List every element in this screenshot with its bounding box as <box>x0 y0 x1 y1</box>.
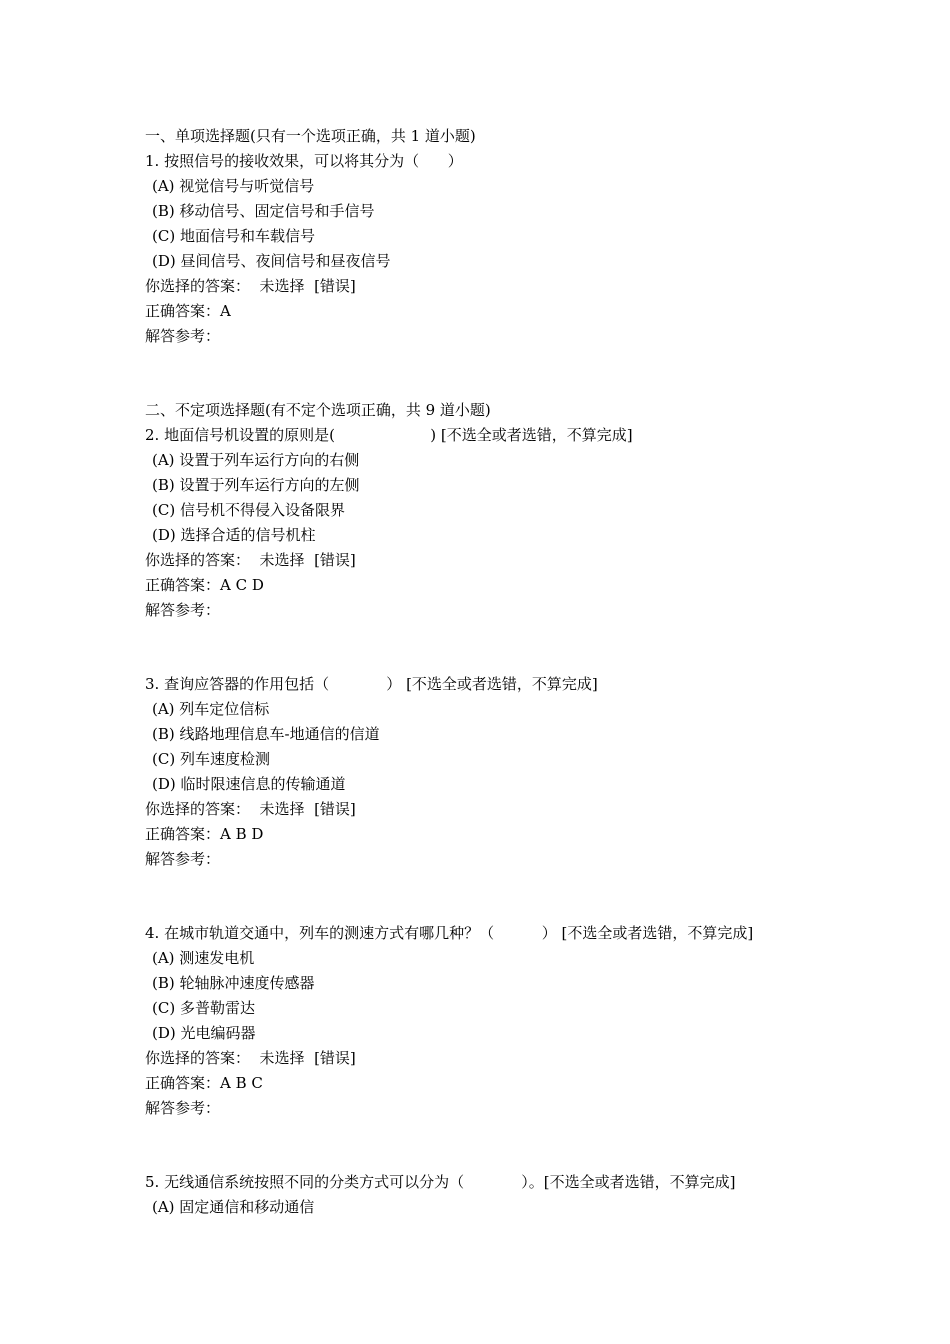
question-2-option-b: (B) 设置于列车运行方向的左侧 <box>152 476 360 494</box>
question-4-option-a: (A) 测速发电机 <box>152 949 255 967</box>
question-1-option-c: (C) 地面信号和车载信号 <box>152 227 315 245</box>
question-1-reference: 解答参考： <box>145 327 221 345</box>
question-2-option-a: (A) 设置于列车运行方向的右侧 <box>152 451 360 469</box>
question-2-option-c: (C) 信号机不得侵入设备限界 <box>152 501 345 519</box>
question-1-correct-answer: 正确答案：A <box>145 302 231 320</box>
question-3-correct-answer: 正确答案：A B D <box>145 825 264 843</box>
question-1-option-d: (D) 昼间信号、夜间信号和昼夜信号 <box>152 252 391 270</box>
question-2-stem: 2. 地面信号机设置的原则是( ) [不选全或者选错，不算完成] <box>145 426 633 444</box>
document-page <box>145 124 845 1220</box>
spacer <box>145 623 845 672</box>
question-2-option-d: (D) 选择合适的信号机柱 <box>152 526 316 544</box>
question-2-your-answer: 你选择的答案： 未选择 [错误] <box>145 551 356 569</box>
question-1-stem: 1. 按照信号的接收效果，可以将其分为（ ） <box>145 152 463 170</box>
question-3-reference: 解答参考： <box>145 850 221 868</box>
question-2-correct-answer: 正确答案：A C D <box>145 576 264 594</box>
spacer <box>145 349 845 398</box>
question-3-option-a: (A) 列车定位信标 <box>152 700 270 718</box>
question-5-stem: 5. 无线通信系统按照不同的分类方式可以分为（ ）。[不选全或者选错，不算完成] <box>145 1173 736 1191</box>
question-1-your-answer: 你选择的答案： 未选择 [错误] <box>145 277 356 295</box>
question-4-option-b: (B) 轮轴脉冲速度传感器 <box>152 974 315 992</box>
question-3-option-d: (D) 临时限速信息的传输通道 <box>152 775 346 793</box>
question-4-option-c: (C) 多普勒雷达 <box>152 999 255 1017</box>
question-1-option-a: (A) 视觉信号与听觉信号 <box>152 177 315 195</box>
question-4-your-answer: 你选择的答案： 未选择 [错误] <box>145 1049 356 1067</box>
question-3-your-answer: 你选择的答案： 未选择 [错误] <box>145 800 356 818</box>
question-4-correct-answer: 正确答案：A B C <box>145 1074 263 1092</box>
question-4-reference: 解答参考： <box>145 1099 221 1117</box>
section-heading-single-choice: 一、单项选择题(只有一个选项正确，共 1 道小题) <box>145 127 476 145</box>
question-4-stem: 4. 在城市轨道交通中，列车的测速方式有哪几种？（ ） [不选全或者选错，不算完成] <box>145 924 754 942</box>
section-heading-multi-choice: 二、不定项选择题(有不定个选项正确，共 9 道小题) <box>145 401 491 419</box>
question-3-option-b: (B) 线路地理信息车-地通信的信道 <box>152 725 380 743</box>
question-3-stem: 3. 查询应答器的作用包括（ ） [不选全或者选错，不算完成] <box>145 675 598 693</box>
question-1-option-b: (B) 移动信号、固定信号和手信号 <box>152 202 375 220</box>
spacer <box>145 1121 845 1170</box>
question-2-reference: 解答参考： <box>145 601 221 619</box>
question-4-option-d: (D) 光电编码器 <box>152 1024 256 1042</box>
question-3-option-c: (C) 列车速度检测 <box>152 750 270 768</box>
question-5-option-a: (A) 固定通信和移动通信 <box>152 1198 315 1216</box>
spacer <box>145 872 845 921</box>
